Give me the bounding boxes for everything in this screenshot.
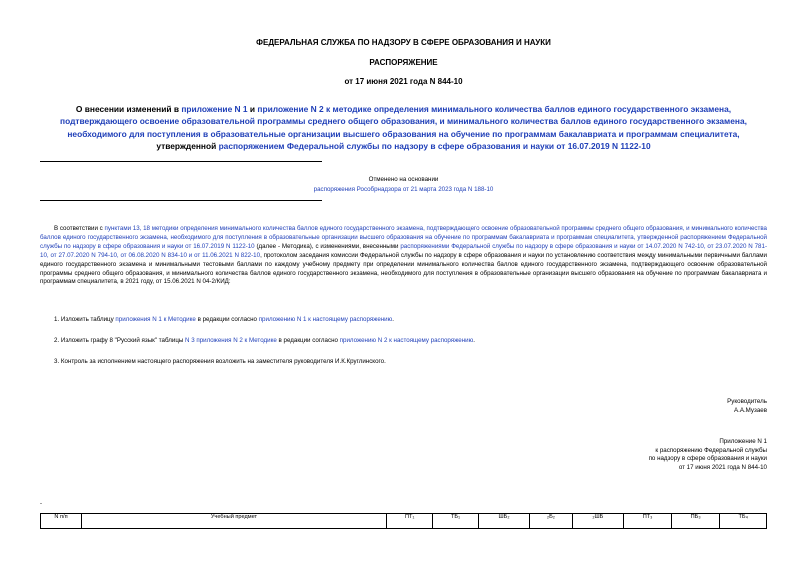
cancellation-link[interactable]: распоряжения Рособрнадзора от 21 марта 2023 года N 188-10 xyxy=(313,186,494,193)
item-link[interactable]: N 3 приложения N 2 к Методике xyxy=(185,337,277,344)
table-header-cell: ₂ШБ xyxy=(572,514,624,529)
methodology-link[interactable]: пунктами 13, 18 методики определения минимального количества баллов единого государственного экзамена, подтверждающего освоение образовательной программы среднего общего образования, и минимального количества баллов единого государственного экзамена, необходимого для поступления в образовательные организации высшего образования на обучение по программам бакалавриата и программам специалитета, утвержденной распоряжением Федеральной службы по надзору в сфере образования и науки от 16.07.2019 N 1122-10 xyxy=(40,225,767,250)
table-header-cell: Учебный предмет xyxy=(82,514,387,529)
title-link-order[interactable]: распоряжением Федеральной службы по надзору в сфере образования и науки от 16.07.2019 N 1122-10 xyxy=(218,141,651,152)
signature-name: А.А.Музаев xyxy=(733,406,767,414)
document-date-number: от 17 июня 2021 года N 844-10 xyxy=(344,77,463,86)
list-item: 3. Контроль за исполнением настоящего распоряжения возложить на заместителя руководителя И.К.Круглинского. xyxy=(54,358,386,365)
table-header-cell: ₂Б₂ xyxy=(530,514,572,529)
item-text: 2. Изложить графу 8 "Русский язык" таблицы xyxy=(54,337,186,344)
table-header-cell: ШБ₂ xyxy=(478,514,530,529)
title-text: и xyxy=(247,104,258,114)
appendix-line: от 17 июня 2021 года N 844-10 xyxy=(678,463,767,471)
table-header-cell: ПТ₁ xyxy=(387,514,433,529)
appendix-line: по надзору в сфере образования и науки xyxy=(648,455,767,463)
paragraph-text: В соответствии с xyxy=(54,225,105,232)
document-type: РАСПОРЯЖЕНИЕ xyxy=(369,58,438,67)
table-marker: - xyxy=(40,501,42,507)
table-header-cell: ПБ₃ xyxy=(671,514,720,529)
amendments-link[interactable]: распоряжениями Федеральной службы по надзору в сфере образования и науки от 14.07.2020 N 742-10, от 23.07.2020 N 781-10, от 27.07.2020 N 794-10, от 06.08.2020 N 834-10 и от 11.06.2021 N 822-10 xyxy=(40,242,768,259)
title-link-appendix-2[interactable]: приложение N 2 к методике определения минимального количества баллов единого государственного экзамена, подтверждающего освоение образовательной программы среднего общего образования, и минимального количества баллов единого государственного экзамена, необходимого для поступления в образовательные организации высшего образования на обучение по программам бакалавриата и программам специалитета, xyxy=(60,104,747,139)
cancellation-notice: Отменено на основании xyxy=(368,176,439,183)
appendix-line: Приложение N 1 xyxy=(719,438,767,445)
list-item xyxy=(54,337,475,344)
table-header-cell: ПТ₃ xyxy=(624,514,672,529)
appendix-header xyxy=(649,438,767,472)
signature-block xyxy=(727,398,767,415)
title-text: О внесении изменений в xyxy=(75,104,182,114)
agency-heading: ФЕДЕРАЛЬНАЯ СЛУЖБА ПО НАДЗОРУ В СФЕРЕ ОБРАЗОВАНИЯ И НАУКИ xyxy=(256,38,551,47)
table-header-cell: N п/п xyxy=(41,514,82,529)
divider xyxy=(40,200,322,201)
item-text: в редакции согласно xyxy=(195,316,259,323)
item-text: . xyxy=(392,316,395,323)
title-link-appendix-1[interactable]: приложение N 1 xyxy=(181,104,248,114)
title-text: утвержденной xyxy=(156,141,219,152)
item-link[interactable]: приложения N 1 к Методике xyxy=(115,316,196,323)
table-header-row xyxy=(41,514,767,529)
appendix-line: к распоряжению Федеральной службы xyxy=(655,446,767,454)
table-header-cell: ТБ₁ xyxy=(433,514,478,529)
signature-role: Руководитель xyxy=(727,398,767,405)
divider xyxy=(40,161,322,162)
preamble-paragraph xyxy=(40,225,767,287)
item-link[interactable]: приложению N 1 к настоящему распоряжению xyxy=(258,316,393,323)
item-text: . xyxy=(473,337,475,344)
item-text: в редакции согласно xyxy=(276,337,340,344)
list-item xyxy=(54,316,394,323)
scores-table xyxy=(40,513,767,529)
item-link[interactable]: приложению N 2 к настоящему распоряжению xyxy=(339,337,474,344)
item-text: 1. Изложить таблицу xyxy=(54,316,116,323)
table-header-cell: ТБ₄ xyxy=(720,514,767,529)
document-title xyxy=(40,103,767,153)
paragraph-text: (далее - Методика), с изменениями, внесенными xyxy=(254,242,401,250)
paragraph-text: , протоколом заседания комиссии Федеральной службы по надзору в сфере образования и науки по установлению соответствия между минимальными первичными баллами единого государственного экзамена и минимальными тестовыми баллами по каждому учебному предмету при определении минимального количества баллов единого государственного экзамена, подтверждающего освоение образовательной программы среднего общего образования, и минимального количества баллов единого государственного экзамена, необходимого для поступления в образовательные организации высшего образования на обучение по программам бакалавриата и программам специалитета, в 2021 году, от 15.06.2021 N 04-2/КИД: xyxy=(40,251,767,286)
